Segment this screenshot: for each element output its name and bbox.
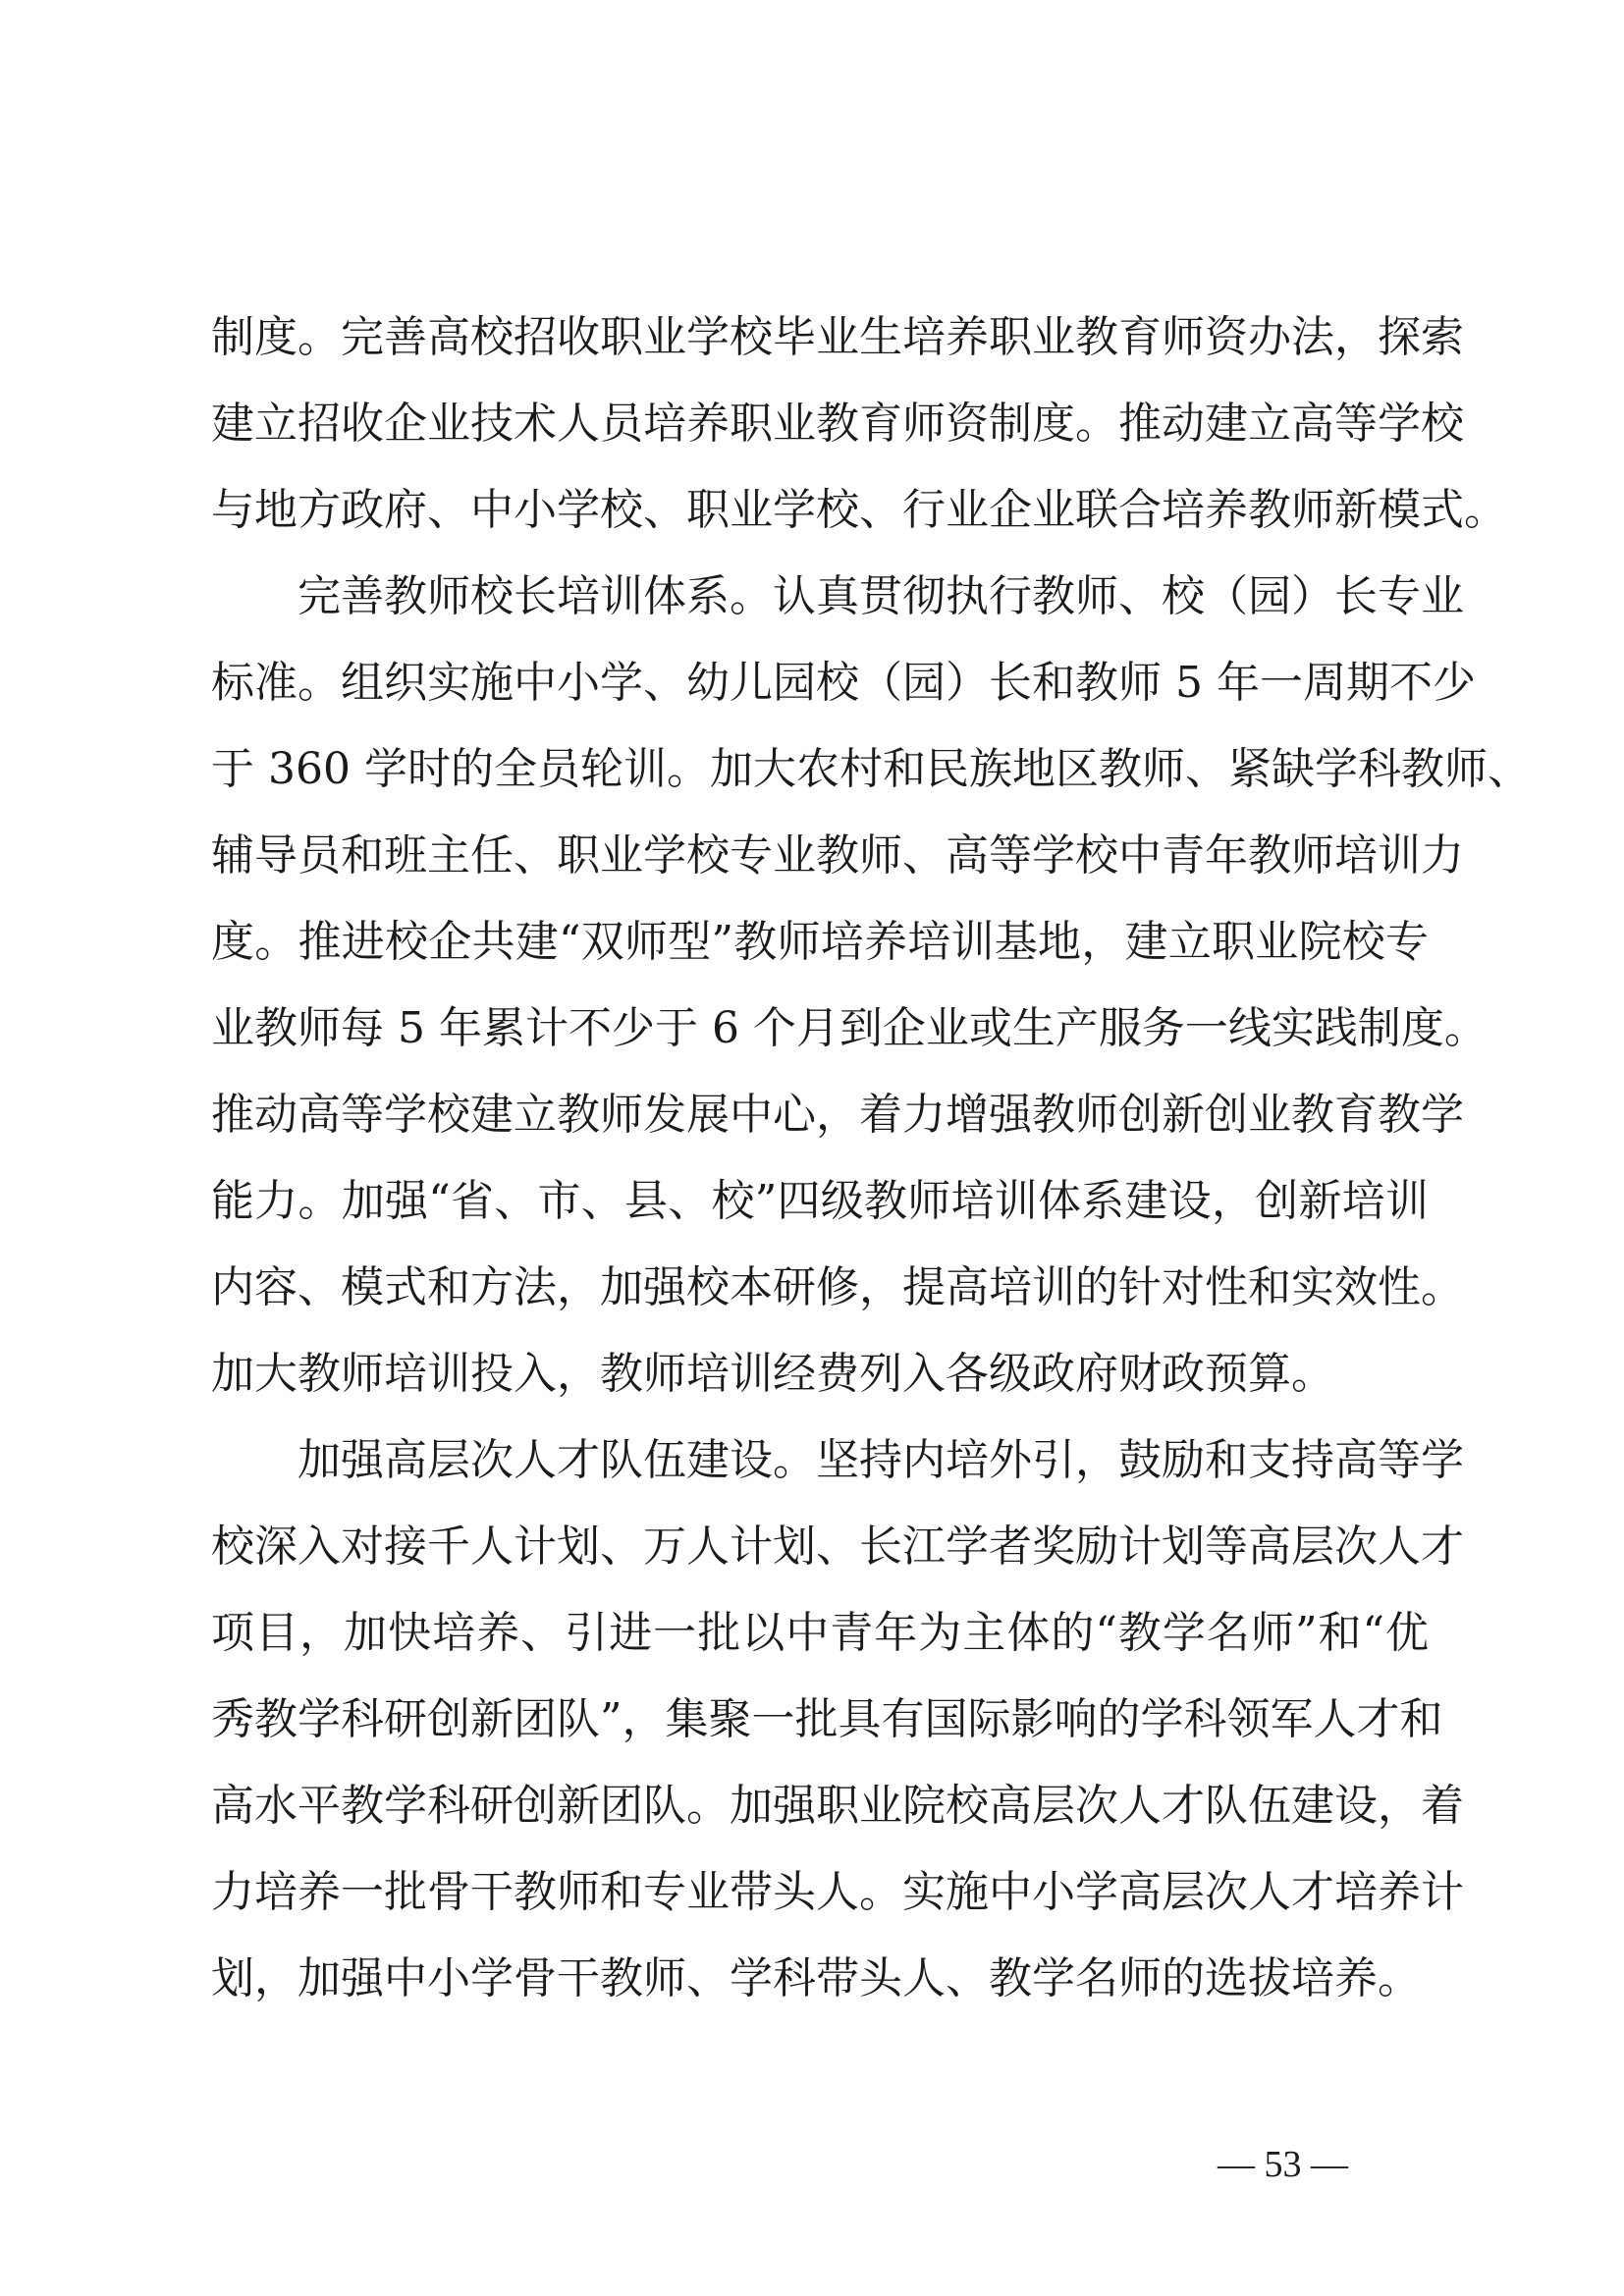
paragraph-2 [211,554,1531,1417]
text-line: 建立招收企业技术人员培养职业教育师资制度。推动建立高等学校 [211,399,1464,449]
paragraph-lead-heading: 完善教师校长培训体系。 [298,571,773,621]
document-body [211,294,1531,2022]
text-fragment: 坚持内培外引，鼓励和支持高等学 [816,1435,1464,1485]
paragraph-3 [211,1417,1464,2022]
text-fragment: 认真贯彻执行教师、校（园）长专业 [773,571,1464,621]
text-line: 划，加强中小学骨干教师、学科带头人、教学名师的选拔培养。 [211,1953,1421,2003]
text-line: 度。推进校企共建“双师型”教师培养培训基地，建立职业院校专 [211,917,1429,967]
text-line: 高水平教学科研创新团队。加强职业院校高层次人才队伍建设，着 [211,1781,1464,1831]
paragraph-1 [211,294,1507,554]
text-line: 能力。加强“省、市、县、校”四级教师培训体系建设，创新培训 [211,1176,1429,1226]
text-line: 内容、模式和方法，加强校本研修，提高培训的针对性和实效性。 [211,1262,1464,1312]
text-line: 于 360 学时的全员轮训。加大农村和民族地区教师、紧缺学科教师、 [211,744,1531,794]
paragraph-first-line [211,1417,1464,1504]
page-number: — 53 — [1218,2144,1348,2185]
text-line: 校深入对接千人计划、万人计划、长江学者奖励计划等高层次人才 [211,1522,1464,1572]
text-line: 与地方政府、中小学校、职业学校、行业企业联合培养教师新模式。 [211,485,1507,535]
text-line: 标准。组织实施中小学、幼儿园校（园）长和教师 5 年一周期不少 [211,658,1476,708]
paragraph-first-line [211,554,1464,640]
paragraph-lead-heading: 加强高层次人才队伍建设。 [298,1435,816,1485]
text-line: 业教师每 5 年累计不少于 6 个月到企业或生产服务一线实践制度。 [211,1003,1488,1053]
text-line: 秀教学科研创新团队”，集聚一批具有国际影响的学科领军人才和 [211,1694,1443,1744]
text-line: 力培养一批骨干教师和专业带头人。实施中小学高层次人才培养计 [211,1867,1464,1917]
text-line: 推动高等学校建立教师发展中心，着力增强教师创新创业教育教学 [211,1090,1464,1140]
text-line: 加大教师培训投入，教师培训经费列入各级政府财政预算。 [211,1349,1334,1399]
text-line: 项目，加快培养、引进一批以中青年为主体的“教学名师”和“优 [211,1608,1429,1658]
text-line: 辅导员和班主任、职业学校专业教师、高等学校中青年教师培训力 [211,830,1464,881]
text-line: 制度。完善高校招收职业学校毕业生培养职业教育师资办法，探索 [211,312,1464,362]
